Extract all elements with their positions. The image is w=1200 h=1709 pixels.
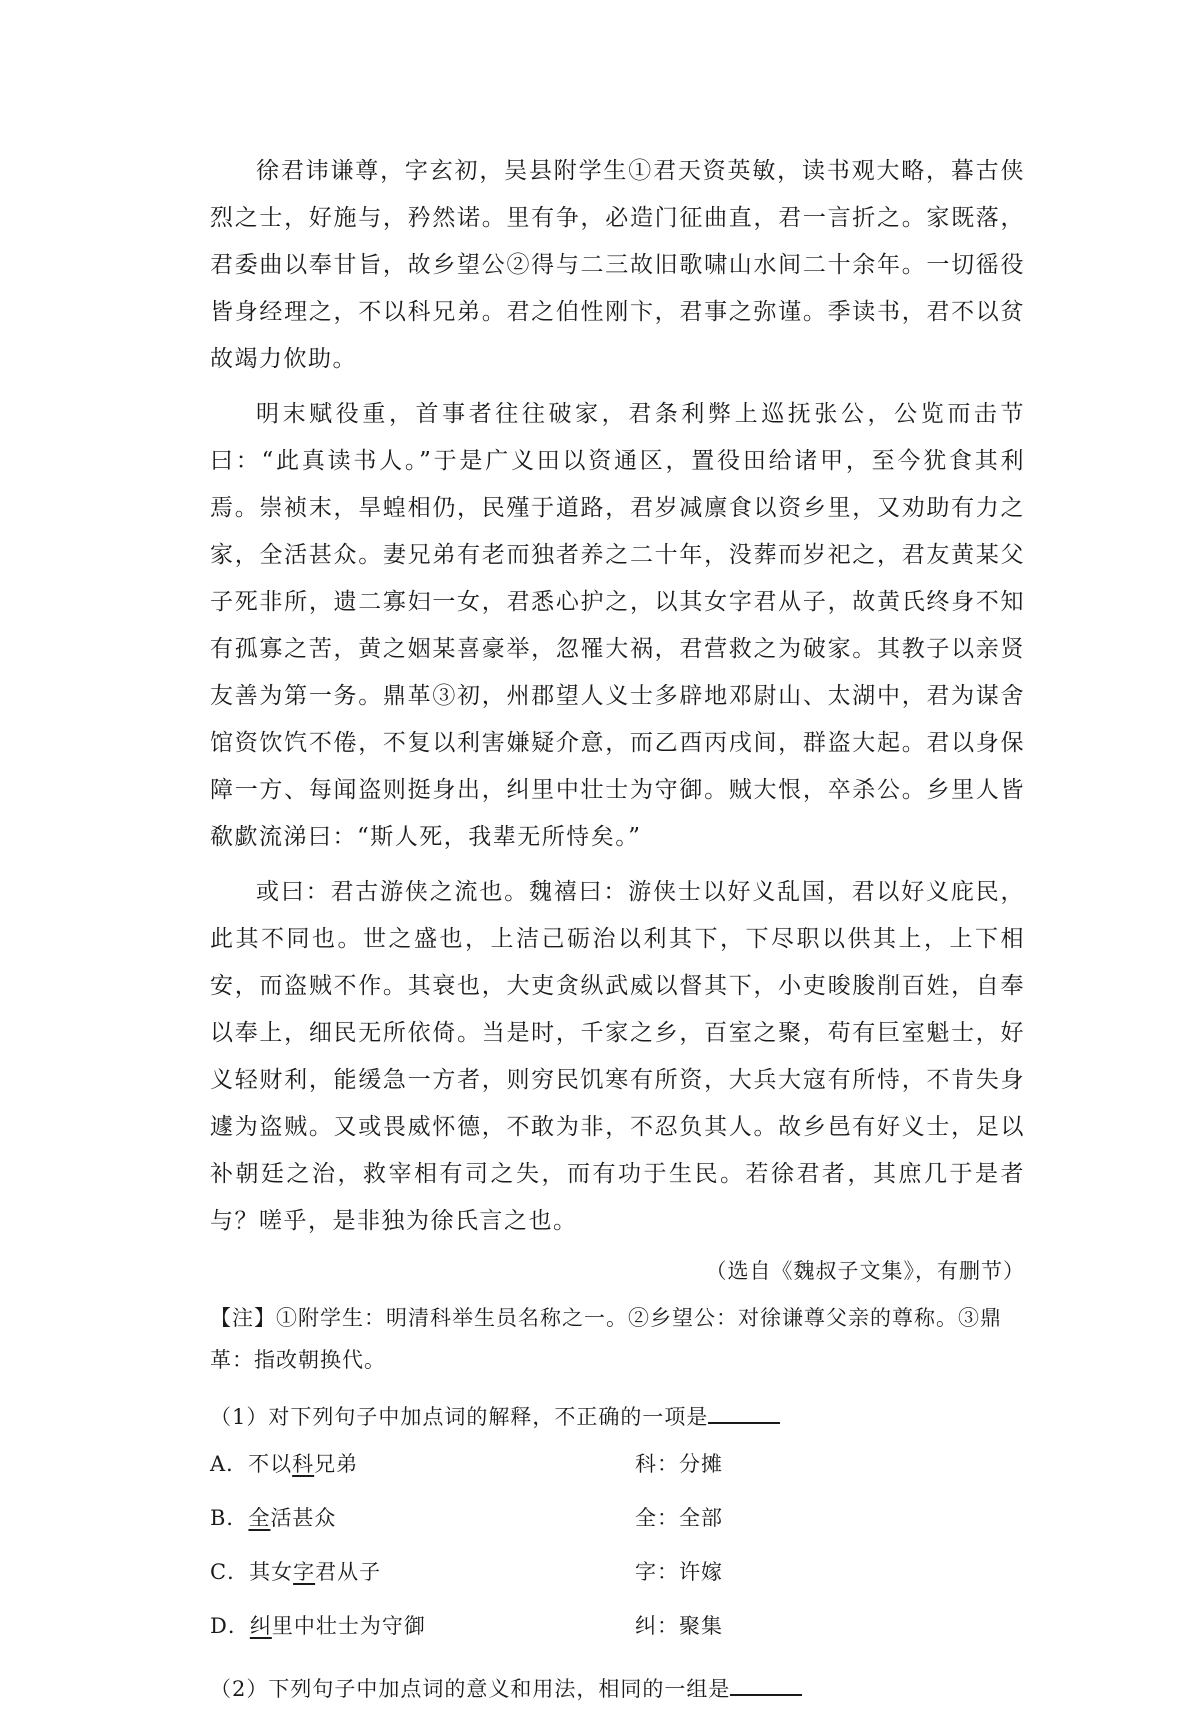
question-2-prompt: （2）下列句子中加点词的意义和用法，相同的一组是 [210,1677,731,1701]
option-c[interactable] [210,1557,1025,1611]
option-text-pre: 其女 [249,1560,294,1584]
option-d[interactable] [210,1611,1025,1665]
option-text-post: 活甚众 [270,1506,337,1530]
passage-paragraph-3: 或曰：君古游侠之流也。魏禧曰：游侠士以好义乱国，君以好义庇民，此其不同也。世之盛也，上洁己砺治以利其下，下尽职以供其上，上下相安，而盗贼不作。其衰也，大吏贪纵武威以督其下，小吏晙朘削百姓，自奉以奉上，细民无所依倚。当是时，千家之乡，百室之聚，苟有巨室魁士，好义轻财利，能缓急一方者，则穷民饥寒有所资，大兵大寇有所恃，不肯失身遽为盗贼。又或畏威怀德，不敢为非，不忍负其人。故乡邑有好义士，足以补朝廷之治，救宰相有司之失，而有功于生民。若徐君者，其庶几于是者与？嗟乎，是非独为徐氏言之也。 [210,879,1025,1234]
option-d-sentence [210,1611,635,1665]
option-b-gloss: 全：全部 [635,1506,723,1530]
option-a-sentence [210,1449,635,1503]
footnote: 【注】①附学生：明清科举生员名称之一。②乡望公：对徐谦尊父亲的尊称。③鼎革：指改朝换代。 [210,1306,1002,1372]
question-1-options [210,1449,1025,1665]
option-c-sentence [210,1557,635,1611]
passage [210,148,1025,1709]
passage-paragraph-1: 徐君讳谦尊，字玄初，吴县附学生①君天资英敏，读书观大略，暮古侠烈之士，好施与，矜然诺。里有争，必造门征曲直，君一言折之。家既落，君委曲以奉甘旨，故乡望公②得与二三故旧歌啸山水间二十余年。一切徭役皆身经理之，不以科兄弟。君之伯性刚卞，君事之弥谨。季读书，君不以贫故竭力佽助。 [210,158,1025,372]
question-1 [210,1397,1025,1437]
question-2 [210,1669,1025,1709]
question-1-prompt: （1）对下列句子中加点词的解释，不正确的一项是 [210,1405,709,1429]
option-letter: D． [210,1614,250,1638]
answer-blank-2[interactable] [730,1672,802,1696]
option-text-post: 里中壮士为守御 [271,1614,426,1638]
source-citation: （选自《魏叔子文集》，有删节） [705,1259,1025,1283]
option-b[interactable] [210,1503,1025,1557]
option-letter: A． [210,1452,249,1476]
answer-blank-1[interactable] [708,1400,780,1424]
passage-paragraph-2: 明末赋役重，首事者往往破家，君条利弊上巡抚张公，公览而击节曰：“此真读书人。”于是广义田以资通区，置役田给诸甲，至今犹食其利焉。崇祯末，旱蝗相仍，民殣于道路，君岁减廪食以资乡里，又劝助有力之家，全活甚众。妻兄弟有老而独者养之二十年，没葬而岁祀之，君友黄某父子死非所，遗二寡妇一女，君悉心护之，以其女字君从子，故黄氏终身不知有孤寡之苦，黄之姻某喜豪举，忽罹大祸，君营救之为破家。其教子以亲贤友善为第一务。鼎革③初，州郡望人义士多辟地邓尉山、太湖中，君为谋舍馆资饮饩不倦，不复以利害嫌疑介意，而乙酉丙戌间，群盗大起。君以身保障一方、每闻盗则挺身出，纠里中壮士为守御。贼大恨，卒杀公。乡里人皆欷歔流涕曰：“斯人死，我辈无所恃矣。” [210,401,1025,850]
emphasized-word: 全 [248,1506,271,1530]
emphasized-word: 科 [292,1452,315,1476]
option-a[interactable] [210,1449,1025,1503]
option-c-gloss: 字：许嫁 [635,1560,723,1584]
option-text-pre: 不以 [248,1452,293,1476]
option-letter: C． [210,1560,250,1584]
option-text-post: 兄弟 [314,1452,359,1476]
option-a-gloss: 科：分摊 [635,1452,723,1476]
option-text-post: 君从子 [315,1560,382,1584]
option-letter: B． [210,1506,249,1530]
emphasized-word: 纠 [249,1614,272,1638]
emphasized-word: 字 [293,1560,316,1584]
option-b-sentence [210,1503,635,1557]
option-d-gloss: 纠：聚集 [635,1614,723,1638]
